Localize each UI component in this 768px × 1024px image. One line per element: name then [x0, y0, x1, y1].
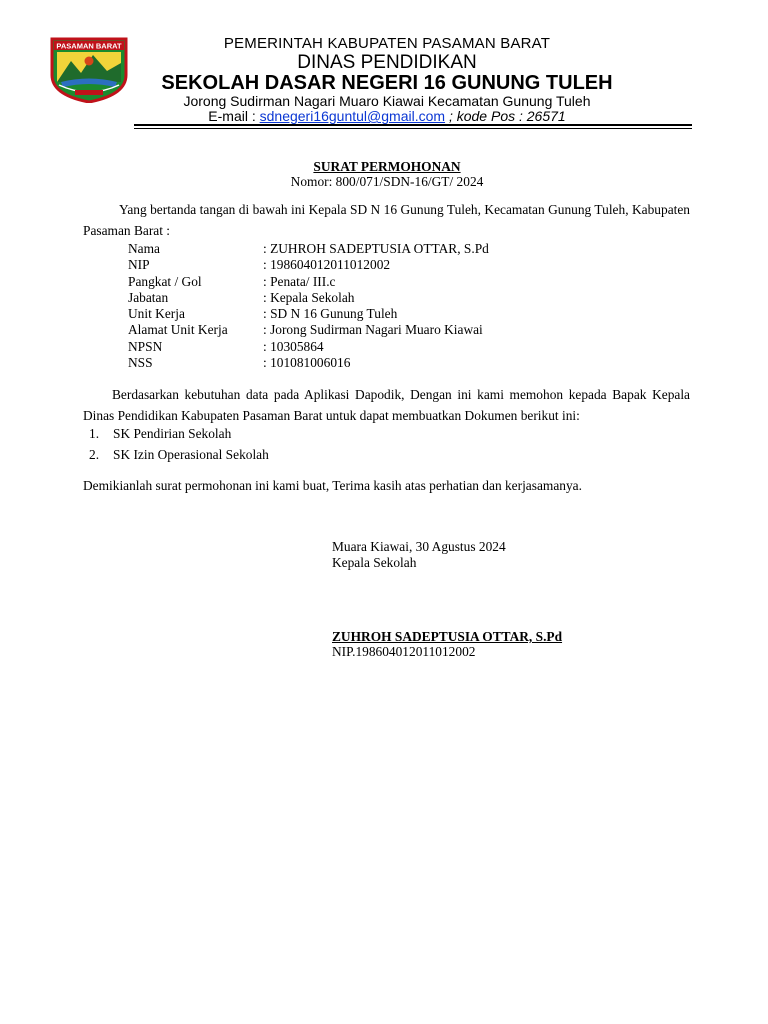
school-address: Jorong Sudirman Nagari Muaro Kiawai Kecamatan Gunung Tuleh	[183, 93, 591, 109]
letterhead	[0, 0, 768, 132]
regency-emblem-icon	[49, 37, 129, 103]
office-name: DINAS PENDIDIKAN	[297, 52, 477, 73]
request-paragraph: Berdasarkan kebutuhan data pada Aplikasi Dapodik, Dengan ini kami memohon kepada Bapak Kepala Dinas Pendidikan Kabupaten Pasaman Barat untuk dapat membuatkan Dokumen berikut ini:	[83, 387, 690, 423]
identity-row	[128, 306, 489, 322]
identity-label: Unit Kerja	[128, 306, 185, 322]
identity-value: : Penata/ III.c	[263, 273, 336, 289]
list-text: SK Izin Operasional Sekolah	[113, 447, 269, 462]
signatory-nip: NIP.198604012011012002	[332, 644, 476, 659]
identity-row	[128, 241, 489, 257]
identity-value: : 198604012011012002	[263, 257, 391, 273]
list-text: SK Pendirian Sekolah	[113, 426, 232, 441]
signature-position: Kepala Sekolah	[332, 555, 417, 570]
signatory-name: ZUHROH SADEPTUSIA OTTAR, S.Pd	[332, 629, 563, 644]
letterhead-rule-thick	[134, 124, 692, 126]
list-item	[89, 447, 269, 468]
identity-label: Pangkat / Gol	[128, 273, 202, 289]
letter-title: SURAT PERMOHONAN	[313, 159, 461, 174]
identity-row	[128, 339, 489, 355]
document-list	[89, 426, 269, 468]
contact-line	[132, 108, 642, 124]
identity-value: : ZUHROH SADEPTUSIA OTTAR, S.Pd	[263, 241, 489, 256]
identity-row	[128, 322, 489, 338]
list-number: 1.	[89, 426, 100, 441]
svg-text:PASAMAN BARAT: PASAMAN BARAT	[56, 41, 122, 51]
identity-value: : Jorong Sudirman Nagari Muaro Kiawai	[263, 322, 483, 338]
identity-label: NPSN	[128, 338, 163, 354]
signature-place-date: Muara Kiawai, 30 Agustus 2024	[332, 539, 506, 554]
identity-row	[128, 257, 489, 273]
opening-paragraph: Yang bertanda tangan di bawah ini Kepala SD N 16 Gunung Tuleh, Kecamatan Gunung Tuleh, Kabupaten Pasaman Barat :	[83, 202, 690, 238]
identity-row	[128, 274, 489, 290]
identity-row	[128, 290, 489, 306]
email-label: E-mail :	[208, 108, 260, 124]
identity-label: Alamat Unit Kerja	[128, 322, 228, 338]
identity-value: : 10305864	[263, 338, 324, 354]
identity-value: : SD N 16 Gunung Tuleh	[263, 306, 398, 322]
identity-table	[128, 241, 489, 371]
identity-label: NIP	[128, 257, 150, 273]
list-number: 2.	[89, 447, 100, 462]
email-link[interactable]: sdnegeri16guntul@gmail.com	[259, 108, 446, 124]
identity-label: NSS	[128, 355, 153, 371]
postal-code: ; kode Pos : 26571	[445, 108, 566, 124]
list-item	[89, 426, 269, 447]
letter-number: Nomor: 800/071/SDN-16/GT/ 2024	[290, 174, 484, 189]
identity-label: Jabatan	[128, 289, 169, 305]
identity-row	[128, 355, 489, 371]
school-name: SEKOLAH DASAR NEGERI 16 GUNUNG TULEH	[161, 72, 613, 94]
identity-value: : Kepala Sekolah	[263, 289, 355, 305]
identity-value: : 101081006016	[263, 355, 351, 371]
letterhead-rule-thin	[134, 128, 692, 129]
government-name: PEMERINTAH KABUPATEN PASAMAN BARAT	[223, 35, 551, 52]
closing-paragraph: Demikianlah surat permohonan ini kami buat, Terima kasih atas perhatian dan kerjasamanya.	[83, 478, 582, 493]
identity-label: Nama	[128, 241, 160, 256]
